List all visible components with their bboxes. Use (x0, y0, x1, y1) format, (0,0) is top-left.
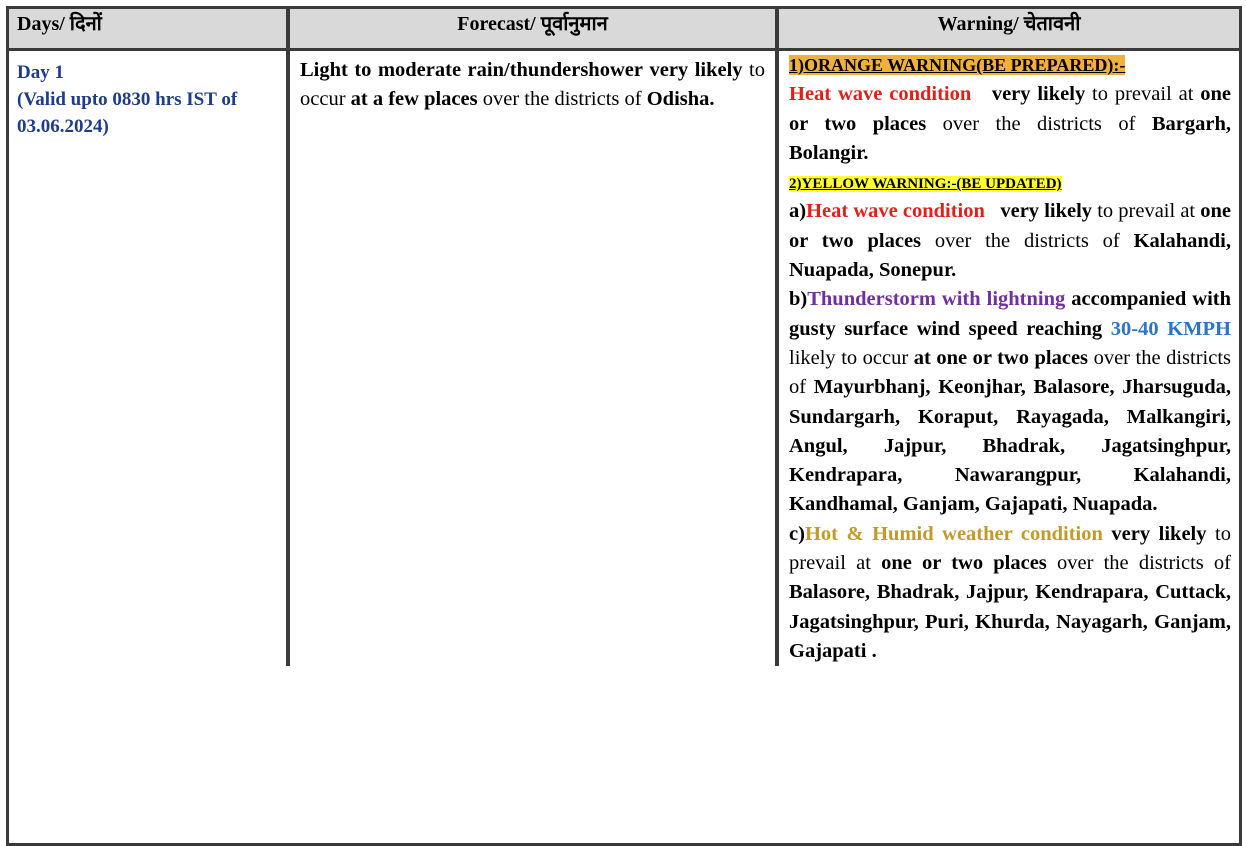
header-row (9, 9, 1239, 51)
yellow-warning-b (789, 285, 1231, 519)
header-days: Days/ दिनों (9, 9, 289, 51)
item-b-districts: Mayurbhanj, Keonjhar, Balasore, Jharsuguda, Sundargarh, Koraput, Rayagada, Malkangiri, Angul, Jajpur, Bhadrak, Jagatsinghpur, Kendrapara, Nawarangpur, Kalahandi, Kandhamal, Ganjam, Gajapati, Nuapada. (789, 376, 1232, 516)
orange-coverage: one or two places (789, 83, 1232, 135)
forecast-region: Odisha. (646, 88, 715, 111)
item-b-label: b) (789, 288, 808, 311)
orange-warning-header: 1)ORANGE WARNING(BE PREPARED):- (789, 55, 1126, 75)
orange-likelihood: very likely (991, 83, 1086, 106)
day-cell (9, 51, 289, 666)
item-a-text-2: over the districts of (921, 229, 1134, 252)
forecast-likelihood: very likely (649, 59, 743, 81)
item-c-label: c) (789, 522, 805, 545)
header-warning: Warning/ चेतावनी (778, 9, 1239, 51)
header-forecast: Forecast/ पूर्वानुमान (289, 9, 778, 51)
orange-heat-wave: Heat wave condition (789, 83, 972, 106)
orange-text: to prevail at (1085, 83, 1201, 106)
item-a-label: a) (789, 200, 807, 223)
item-c-districts: Balasore, Bhadrak, Jajpur, Kendrapara, Cuttack, Jagatsinghpur, Puri, Khurda, Nayagarh, Ganjam, Gajapati . (789, 581, 1231, 662)
item-a-coverage: one or two places (789, 200, 1232, 252)
item-b-wind: accompanied with gusty surface wind speed reaching (789, 288, 1231, 340)
table-row (9, 51, 1239, 666)
item-b-coverage: at one or two places (913, 346, 1089, 369)
warning-cell (778, 51, 1239, 666)
yellow-warning-a (789, 197, 1231, 285)
yellow-heat-wave: Heat wave condition (806, 200, 985, 223)
item-b-text-2: over the districts of (789, 346, 1232, 399)
item-a-text: to prevail at (1092, 200, 1201, 223)
orange-warning-text (789, 80, 1231, 168)
item-c-likelihood: very likely (1102, 522, 1207, 545)
hot-humid-phrase: Hot & Humid weather condition (804, 522, 1103, 545)
day-validity: (Valid upto 0830 hrs IST of 03.06.2024) (17, 89, 238, 137)
yellow-warning-header: 2)YELLOW WARNING:-(BE UPDATED) (789, 176, 1062, 193)
thunderstorm-phrase: Thunderstorm with lightning (807, 288, 1066, 311)
forecast-intensity: Light to moderate rain/thundershower (300, 59, 643, 81)
item-a-districts: Kalahandi, Nuapada, Sonepur. (789, 229, 1231, 282)
orange-text-2: over the districts of (926, 112, 1152, 135)
yellow-warning-c (789, 520, 1231, 666)
forecast-cell (289, 51, 778, 666)
forecast-table (9, 9, 1239, 666)
forecast-coverage: at a few places (350, 88, 478, 111)
item-a-likelihood: very likely (1000, 200, 1093, 223)
wind-speed: 30-40 KMPH (1110, 317, 1231, 340)
item-c-coverage: one or two places (881, 552, 1047, 575)
forecast-table-frame (6, 6, 1242, 846)
item-c-text-2: over the districts of (1046, 552, 1231, 575)
item-c-text: to prevail at (789, 522, 1231, 575)
orange-districts: Bargarh, Bolangir. (789, 112, 1231, 164)
day-label: Day 1 (17, 62, 64, 83)
forecast-text: to occur (300, 59, 765, 111)
forecast-text-2: over the districts of (477, 88, 647, 111)
item-b-text: likely to occur (789, 346, 914, 369)
